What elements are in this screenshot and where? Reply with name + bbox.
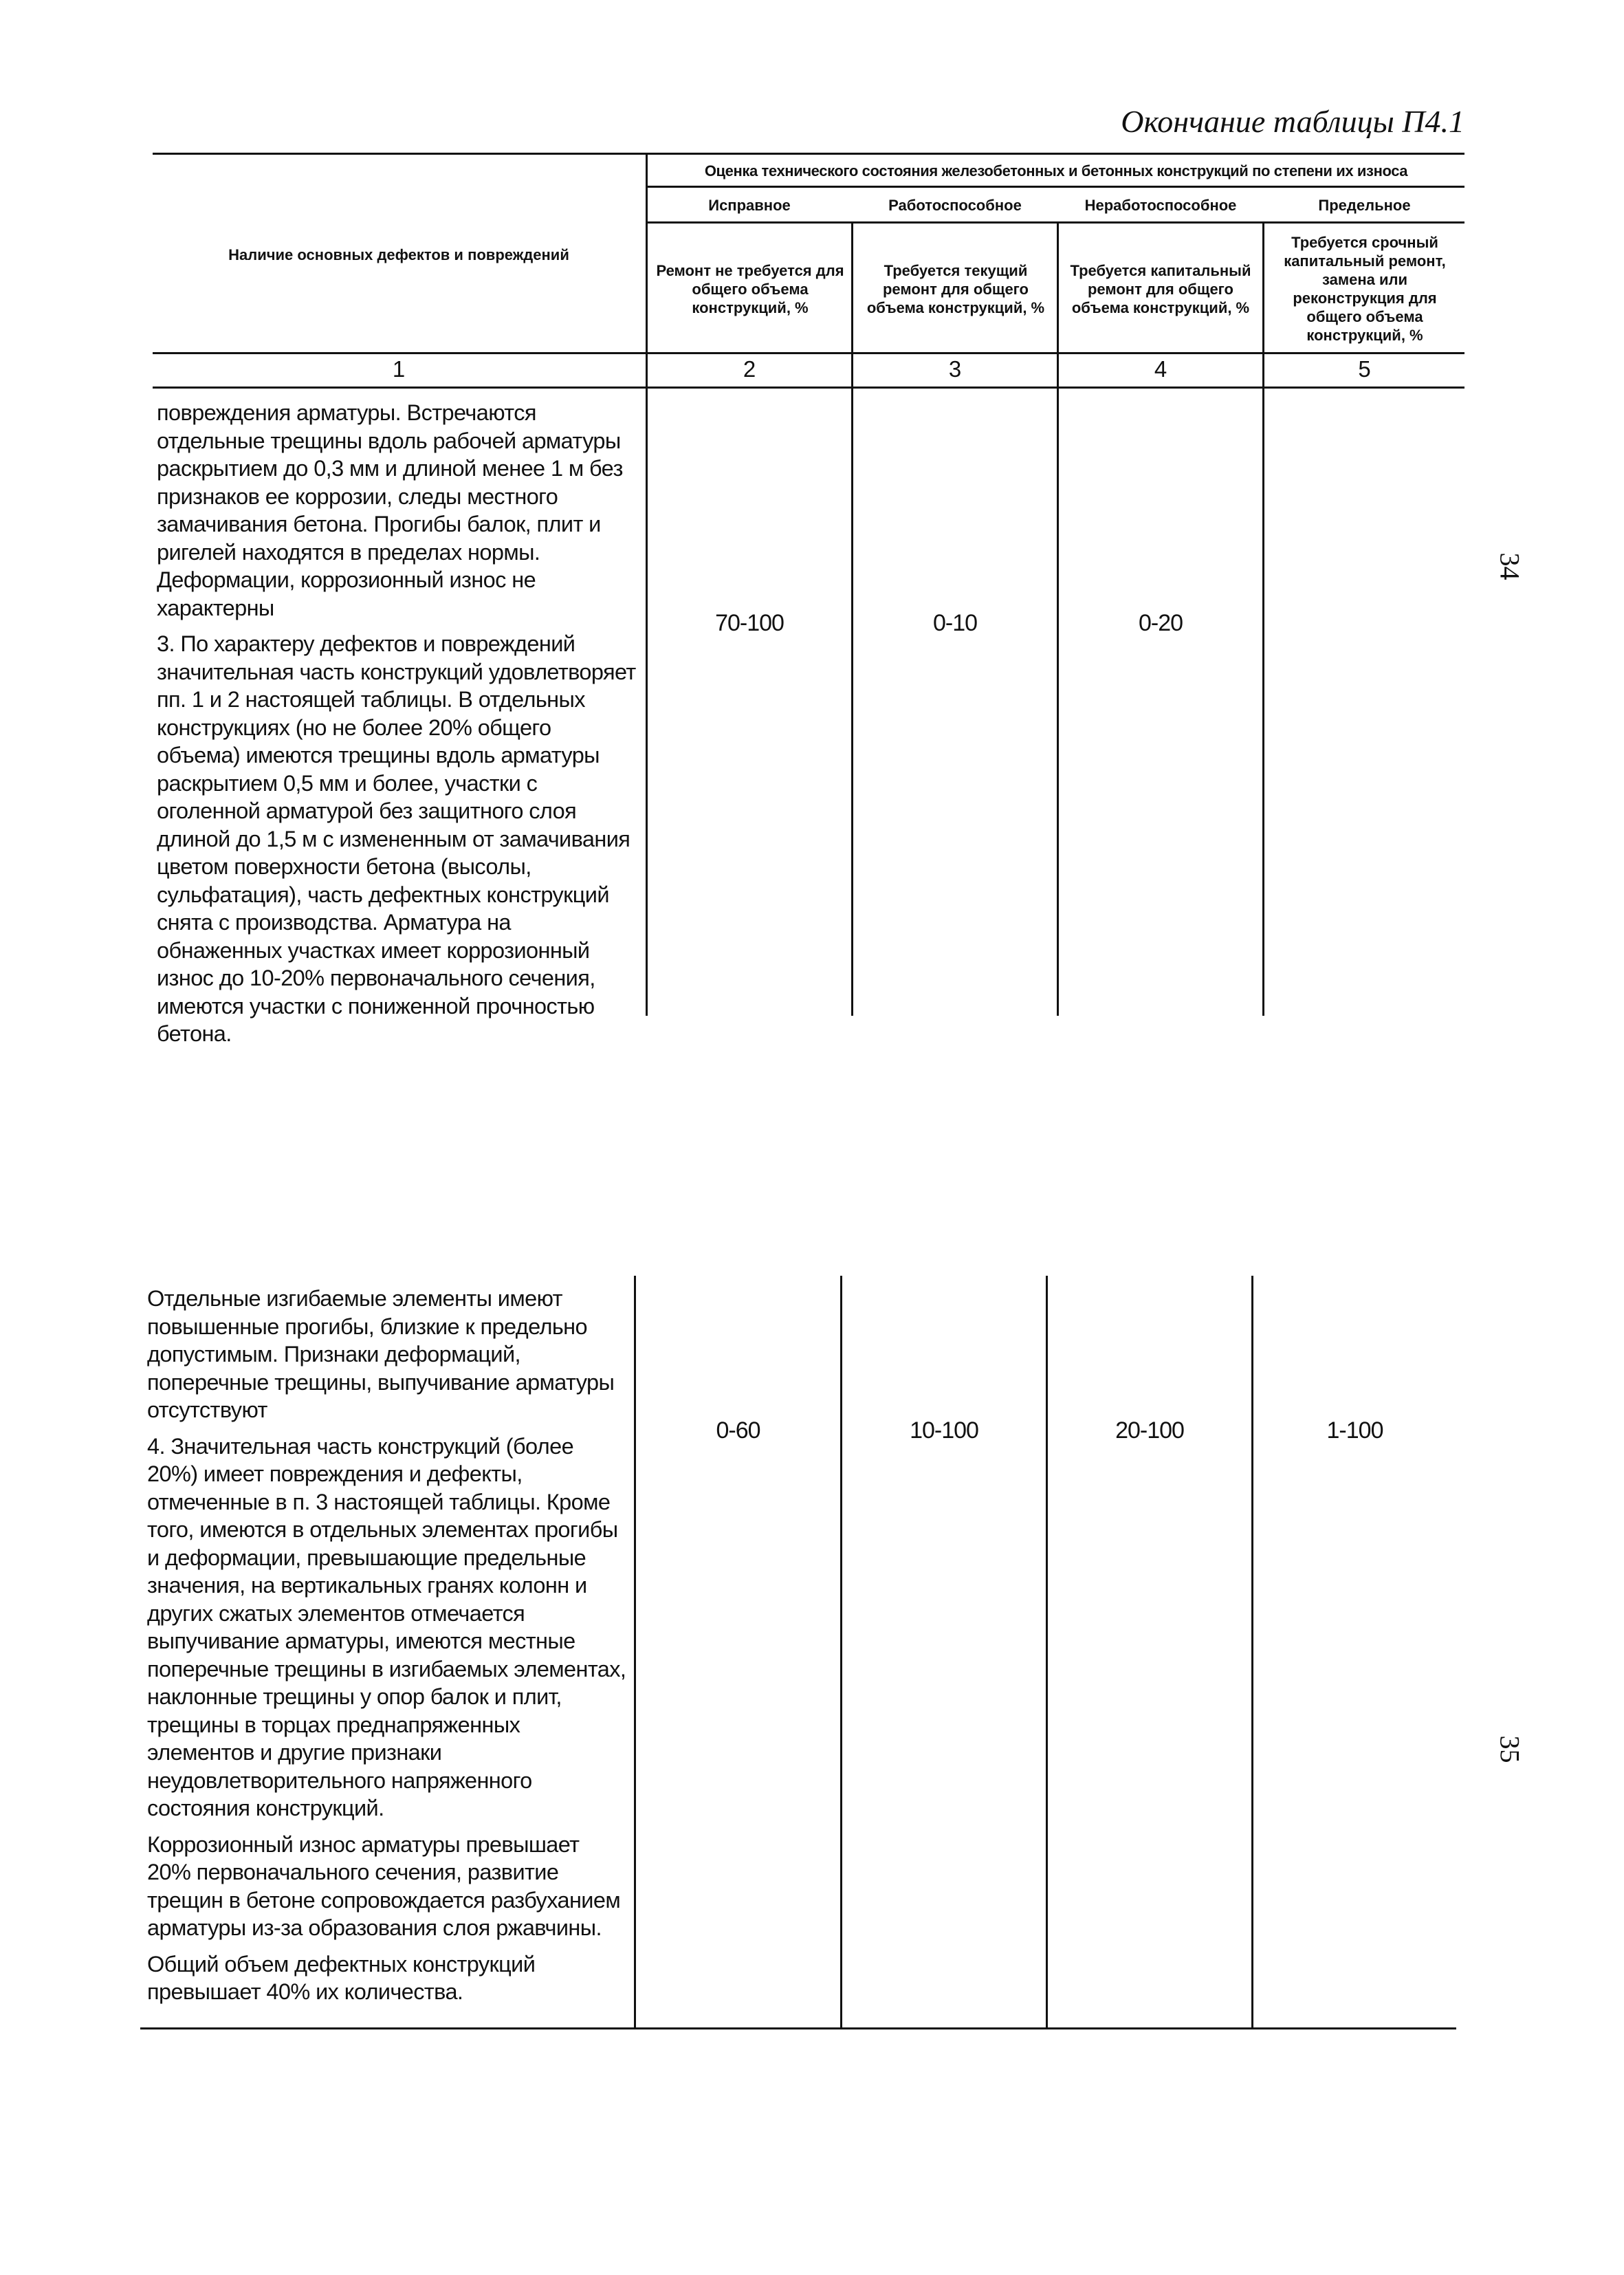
column-number-1: 1	[392, 356, 406, 382]
row4-value-inoperable: 20-100	[1115, 1417, 1184, 1444]
category-name-operable: Работоспособное	[888, 196, 1022, 214]
group-title-rule	[646, 186, 1464, 188]
row4-paragraph: Отдельные изгибаемые элементы имеют повышенные прогибы, близкие к предельно допустимым. Признаки деформаций, поперечные трещины, выпучивание арматуры отсутствуют	[147, 1286, 615, 1422]
row4-value-operable: 10-100	[910, 1417, 978, 1444]
category-name-rule	[646, 221, 1464, 224]
row3-paragraph: 3. По характеру дефектов и повреждений значительная часть конструкций удовлетворяет пп. 1 и 2 настоящей таблицы. В отдельных конструкциях (но не более 20% общего объема) имеются трещины вдоль арматуры раскрытием 0,5 мм и более, участки с оголенной арматурой без защитного слоя длиной до 1,5 м с измененным от замачивания цветом поверхности бетона (высолы, сульфатация), часть дефектных конструкций снята с производства. Арматура на обнаженных участках имеет коррозионный износ до 10-20% первоначального сечения, имеются участки с пониженной прочностью бетона.	[157, 631, 636, 1046]
category-desc-operable: Требуется текущий ремонт для общего объема конструкций, %	[866, 261, 1045, 316]
column-divider-1	[646, 153, 648, 1016]
row3-value-serviceable: 70-100	[715, 610, 784, 636]
category-desc-serviceable: Ремонт не требуется для общего объема конструкций, %	[656, 261, 844, 316]
column-number-rule	[153, 387, 1464, 389]
row3-paragraph: повреждения арматуры. Встречаются отдельные трещины вдоль рабочей арматуры раскрытием до 0,3 мм и длиной менее 1 м без признаков ее коррозии, следы местного замачивания бетона. Прогибы балок, плит и ригелей находятся в пределах нормы. Деформации, коррозионный износ не характерны	[157, 400, 623, 620]
row4-paragraph: Коррозионный износ арматуры превышает 20% первоначального сечения, развитие трещин в бетоне сопровождается разбуханием арматуры из-за образования слоя ржавчины.	[147, 1831, 621, 1940]
column-divider-1-lower	[634, 1276, 636, 2029]
column-divider-3-lower	[1046, 1276, 1048, 2029]
category-desc-inoperable: Требуется капитальный ремонт для общего объема конструкций, %	[1070, 261, 1251, 316]
category-name-inoperable: Неработоспособное	[1084, 196, 1237, 214]
column-number-3: 3	[948, 356, 962, 382]
category-name-limiting: Предельное	[1318, 196, 1411, 214]
column-divider-2-lower	[840, 1276, 842, 2029]
column-divider-4	[1262, 221, 1264, 1016]
table-top-rule	[153, 153, 1464, 155]
header-defects-column: Наличие основных дефектов и повреждений	[228, 246, 569, 263]
row3-value-inoperable: 0-20	[1138, 610, 1183, 636]
margin-page-number: 35	[1494, 1735, 1526, 1763]
table-bottom-rule	[140, 2027, 1456, 2029]
column-number-4: 4	[1154, 356, 1167, 382]
header-group-title: Оценка технического состояния железобетонных и бетонных конструкций по степени их износа	[704, 162, 1408, 179]
row4-paragraph: Общий объем дефектных конструкций превышает 40% их количества.	[147, 1951, 536, 2004]
table-continuation-heading: Окончание таблицы П4.1	[1121, 104, 1464, 139]
column-number-2: 2	[743, 356, 756, 382]
row4-paragraph: 4. Значительная часть конструкций (более 20%) имеет повреждения и дефекты, отмеченные в п. 3 настоящей таблицы. Кроме того, имеются в отдельных элементах прогибы и деформации, превышающие предельные значения, на вертикальных гранях колонн и других сжатых элементов отмечается выпучивание арматуры, имеются местные поперечные трещины в изгибаемых элементах, наклонные трещины у опор балок и плит, трещины в торцах преднапряженных элементов и другие признаки неудовлетворительного напряженного состояния конструкций.	[147, 1433, 626, 1820]
row4-value-serviceable: 0-60	[716, 1417, 760, 1444]
row3-description	[157, 399, 638, 1056]
row4-value-limiting: 1-100	[1326, 1417, 1383, 1444]
column-divider-4-lower	[1251, 1276, 1253, 2029]
column-number-5: 5	[1358, 356, 1371, 382]
margin-page-number: 34	[1494, 552, 1526, 580]
row3-value-operable: 0-10	[932, 610, 978, 636]
row4-description	[147, 1285, 628, 2014]
category-name-serviceable: Исправное	[708, 196, 791, 214]
category-desc-limiting: Требуется срочный капитальный ремонт, замена или реконструкция для общего объема конструкций, %	[1284, 234, 1446, 344]
